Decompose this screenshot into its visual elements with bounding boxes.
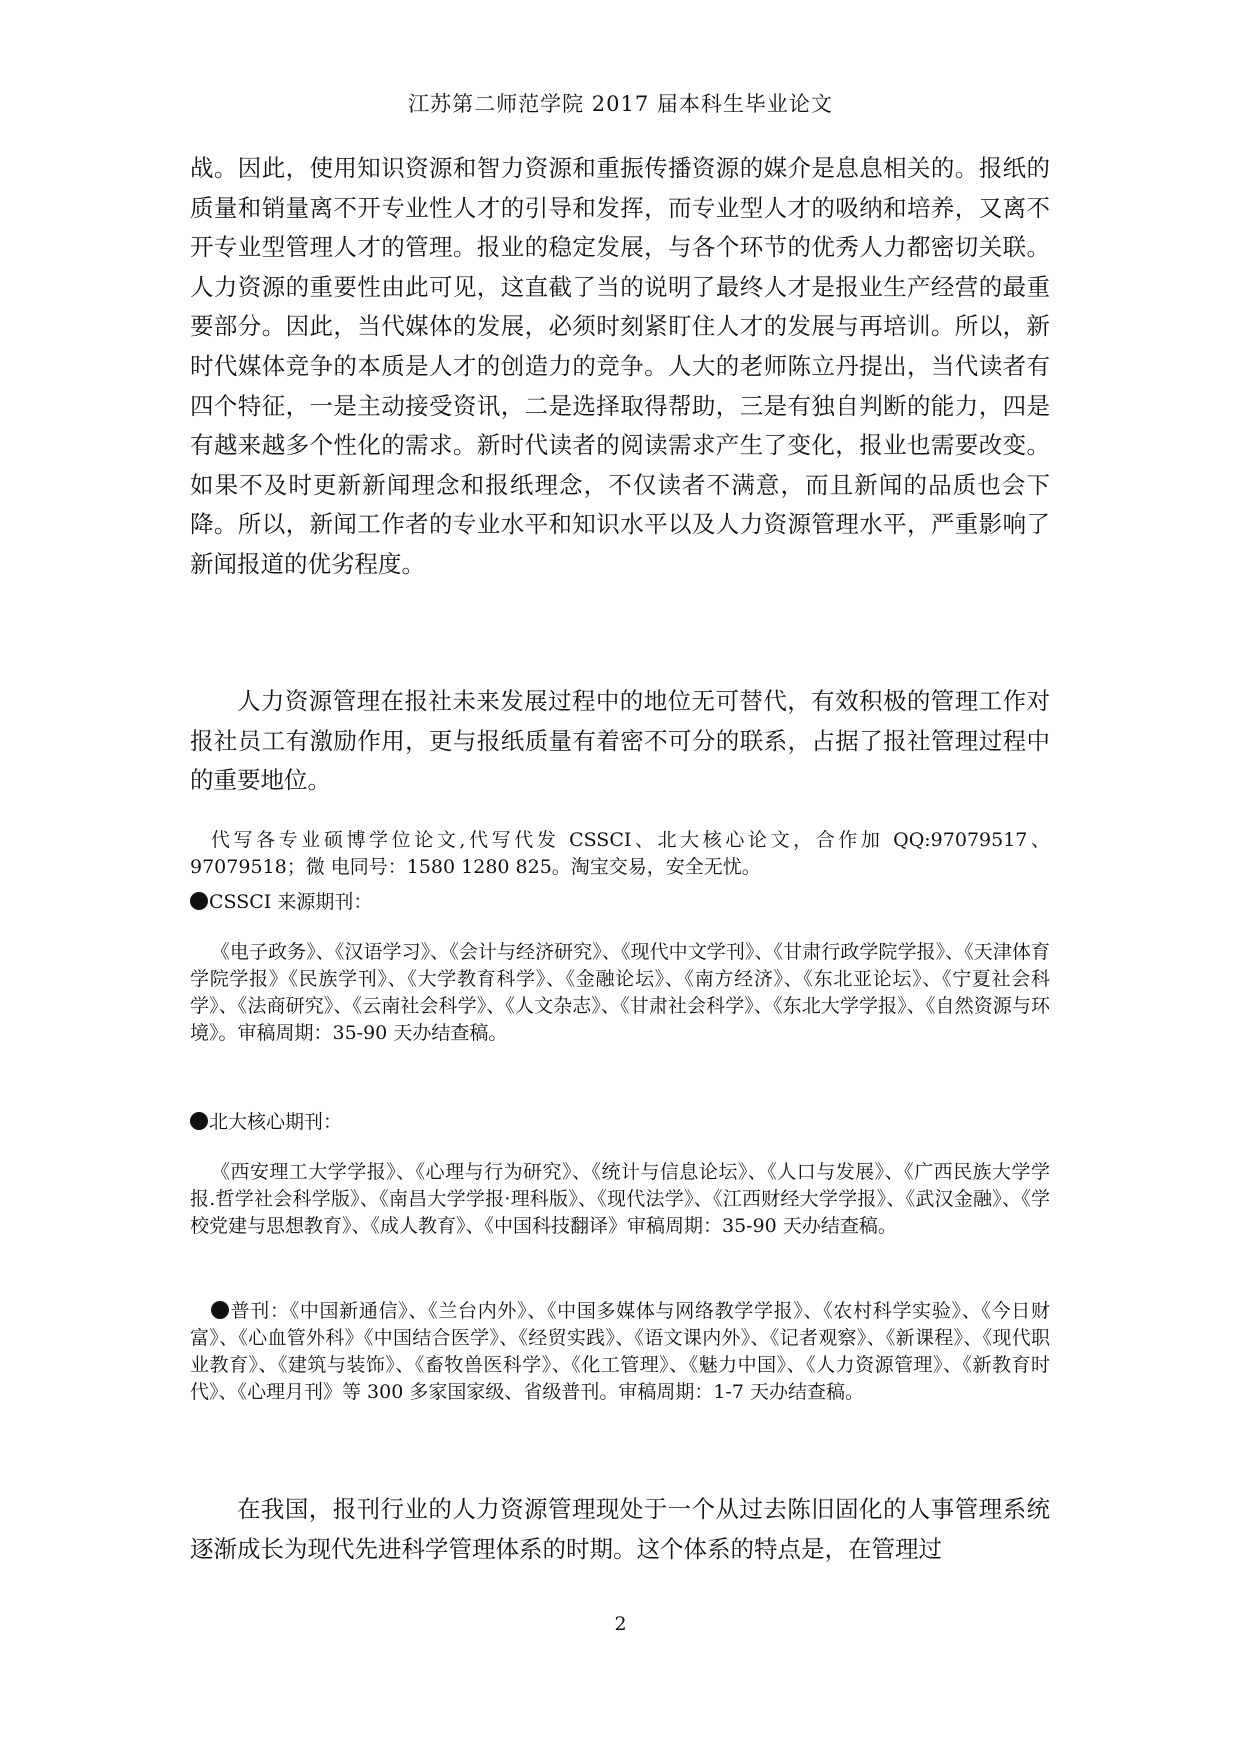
body-paragraph-2: 人力资源管理在报社未来发展过程中的地位无可替代，有效积极的管理工作对报社员工有激励作用，更与报纸质量有着密不可分的联系，占据了报社管理过程中的重要地位。	[190, 687, 1050, 795]
ad-pku-heading-label: 北大核心期刊：	[209, 1111, 343, 1133]
bullet-icon	[190, 1112, 208, 1130]
ad-cssci-heading	[190, 889, 1050, 916]
ad-cssci-heading-label: CSSCI 来源期刊：	[209, 891, 373, 913]
page-number: 2	[614, 1613, 627, 1635]
bullet-icon	[190, 892, 208, 910]
ad-cssci-journal-list: 《电子政务》、《汉语学习》、《会计与经济研究》、《现代中文学刊》、《甘肃行政学院学报》、《天津体育学院学报》《民族学刊》、《大学教育科学》、《金融论坛》、《南方经济》、《东北亚论坛》、《宁夏社会科学》、《法商研究》、《云南社会科学》、《人文杂志》、《甘肃社会科学》、《东北大学学报》、《自然资源与环境》。审稿周期：35-90 天办结查稿。	[190, 941, 1050, 1044]
ad-pku-journal-list: 《西安理工大学学报》、《心理与行为研究》、《统计与信息论坛》、《人口与发展》、《广西民族大学学报.哲学社会科学版》、《南昌大学学报·理科版》、《现代法学》、《江西财经大学学报》、《武汉金融》、《学校党建与思想教育》、《成人教育》、《中国科技翻译》审稿周期：35-90 天办结查稿。	[190, 1161, 1050, 1237]
ad-general-journal-list	[190, 1298, 1050, 1406]
body-paragraph-3: 在我国，报刊行业的人力资源管理现处于一个从过去陈旧固化的人事管理系统逐渐成长为现代先进科学管理体系的时期。这个体系的特点是，在管理过	[190, 1495, 1050, 1563]
ad-intro-text: 代写各专业硕博学位论文,代写代发 CSSCI、北大核心论文，合作加 QQ:97079517、97079518；微 电同号：1580 1280 825。淘宝交易，安全无忧。	[190, 829, 1050, 878]
running-title: 江苏第二师范学院 2017 届本科生毕业论文	[408, 92, 833, 116]
ad-pku-heading	[190, 1109, 1050, 1136]
body-paragraph-1: 战。因此，使用知识资源和智力资源和重振传播资源的媒介是息息相关的。报纸的质量和销量离不开专业性人才的引导和发挥，而专业型人才的吸纳和培养，又离不开专业型管理人才的管理。报业的稳定发展，与各个环节的优秀人力都密切关联。人力资源的重要性由此可见，这直截了当的说明了最终人才是报业生产经营的最重要部分。因此，当代媒体的发展，必须时刻紧盯住人才的发展与再培训。所以，新时代媒体竞争的本质是人才的创造力的竞争。人大的老师陈立丹提出，当代读者有四个特征，一是主动接受资讯，二是选择取得帮助，三是有独自判断的能力，四是有越来越多个性化的需求。新时代读者的阅读需求产生了变化，报业也需要改变。如果不及时更新新闻理念和报纸理念，不仅读者不满意，而且新闻的品质也会下降。所以，新闻工作者的专业水平和知识水平以及人力资源管理水平，严重影响了新闻报道的优劣程度。	[190, 154, 1050, 578]
bullet-icon	[211, 1301, 229, 1319]
header-rule	[190, 124, 1050, 125]
ad-general-text: 普刊：《中国新通信》、《兰台内外》、《中国多媒体与网络教学学报》、《农村科学实验》、《今日财富》、《心血管外科》《中国结合医学》、《经贸实践》、《语文课内外》、《记者观察》、《新课程》、《现代职业教育》、《建筑与装饰》、《畜牧兽医科学》、《化工管理》、《魅力中国》、《人力资源管理》、《新教育时代》、《心理月刊》等 300 多家国家级、省级普刊。审稿周期：1-7 天办结查稿。	[190, 1300, 1050, 1403]
page-header	[0, 92, 1241, 116]
